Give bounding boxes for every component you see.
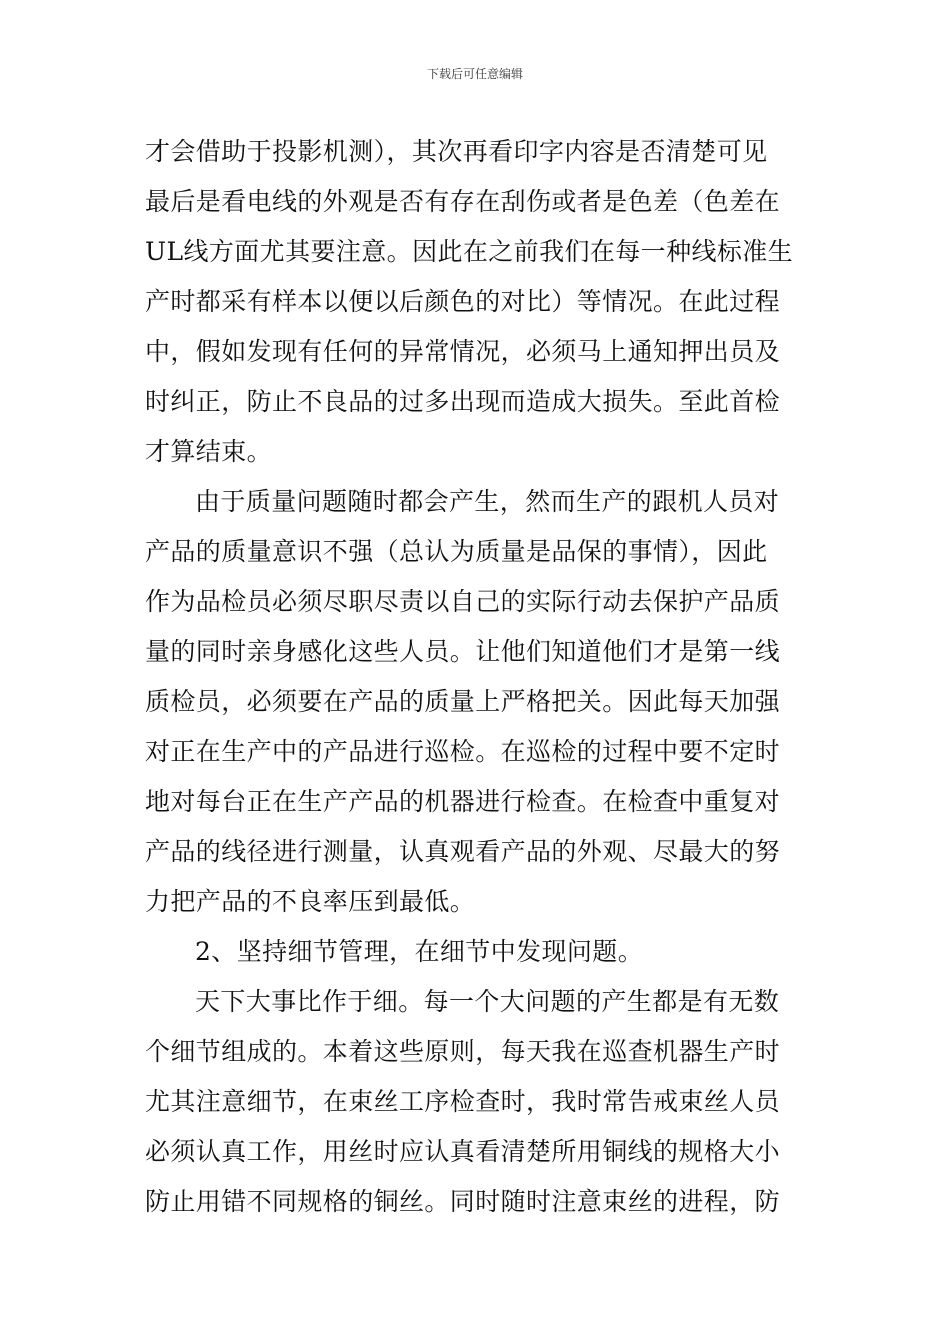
paragraph-start-line: 天下大事比作于细。每一个大问题的产生都是有无数	[195, 987, 780, 1016]
text-line: 中，假如发现有任何的异常情况，必须马上通知押出员及	[145, 337, 781, 366]
text-line: 才会借助于投影机测），其次再看印字内容是否清楚可见	[145, 137, 768, 166]
section-heading: 2、坚持细节管理，在细节中发现问题。	[195, 937, 644, 966]
text-line: 对正在生产中的产品进行巡检。在巡检的过程中要不定时	[145, 737, 781, 766]
text-line: 力把产品的不良率压到最低。	[145, 887, 476, 916]
paragraph-start-line: 由于质量问题随时都会产生，然而生产的跟机人员对	[195, 487, 780, 516]
text-line: 产品的线径进行测量，认真观看产品的外观、尽最大的努	[145, 837, 781, 866]
text-line: 时纠正，防止不良品的过多出现而造成大损失。至此首检	[145, 387, 781, 416]
text-line: 个细节组成的。本着这些原则，每天我在巡查机器生产时	[145, 1037, 781, 1066]
page-header: 下载后可任意编辑	[426, 67, 523, 81]
text-line: 防止用错不同规格的铜丝。同时随时注意束丝的进程，防	[145, 1187, 781, 1216]
text-line: 量的同时亲身感化这些人员。让他们知道他们才是第一线	[145, 637, 781, 666]
text-line: 必须认真工作，用丝时应认真看清楚所用铜线的规格大小	[145, 1137, 781, 1166]
text-line: 作为品检员必须尽职尽责以自己的实际行动去保护产品质	[145, 587, 781, 616]
text-line: UL线方面尤其要注意。因此在之前我们在每一种线标准生	[145, 237, 794, 266]
text-line: 最后是看电线的外观是否有存在刮伤或者是色差（色差在	[145, 187, 781, 216]
document-body	[145, 127, 810, 1227]
text-line: 产品的质量意识不强（总认为质量是品保的事情），因此	[145, 537, 768, 566]
text-line: 尤其注意细节，在束丝工序检查时，我时常告戒束丝人员	[145, 1087, 781, 1116]
text-line: 产时都采有样本以便以后颜色的对比）等情况。在此过程	[145, 287, 781, 316]
text-line: 质检员，必须要在产品的质量上严格把关。因此每天加强	[145, 687, 781, 716]
text-line: 地对每台正在生产产品的机器进行检查。在检查中重复对	[145, 787, 781, 816]
text-line: 才算结束。	[145, 437, 273, 466]
